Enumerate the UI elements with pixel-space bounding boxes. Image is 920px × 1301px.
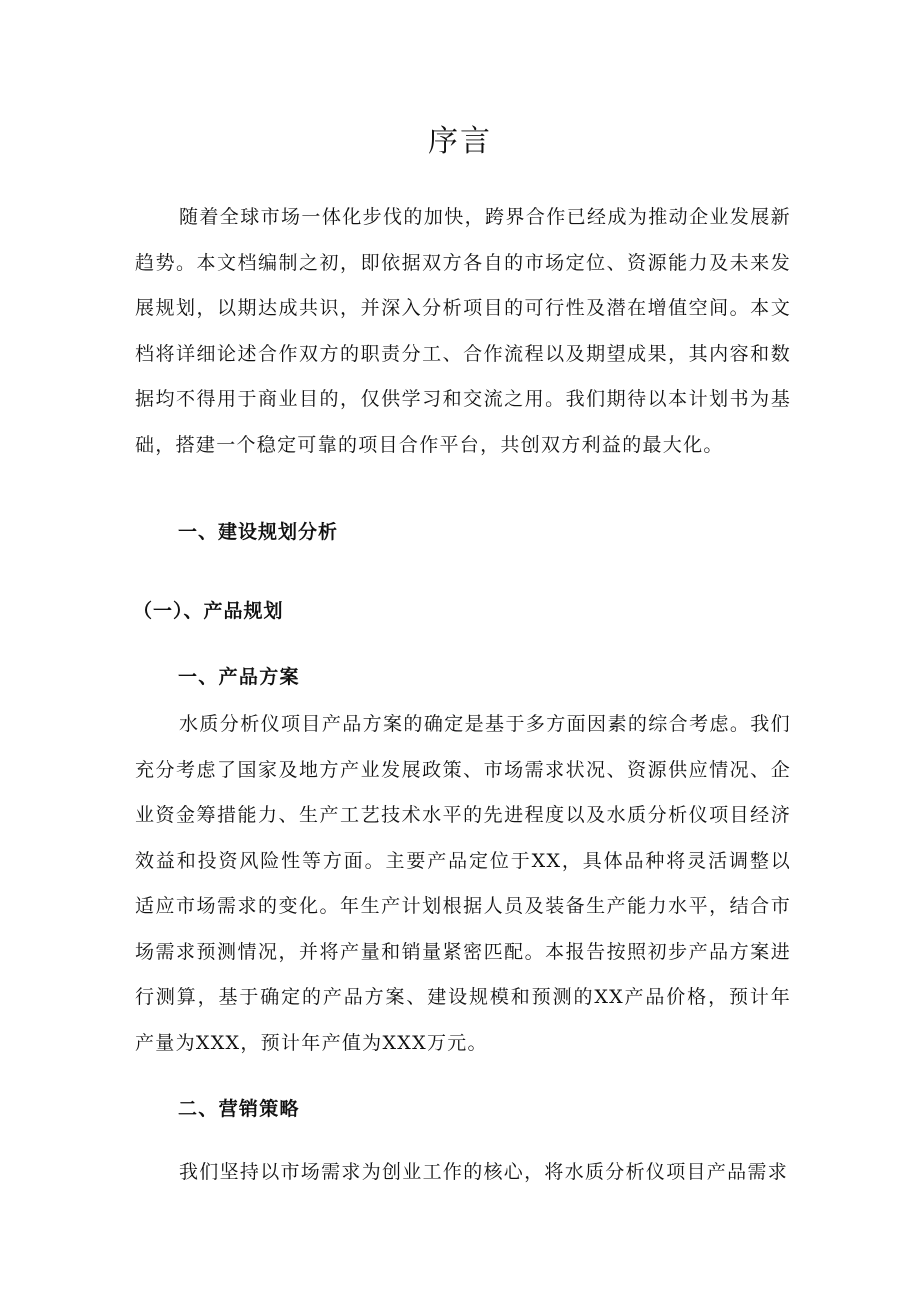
item-heading-product-plan: 一、产品方案 bbox=[178, 666, 300, 688]
document-title: 序言 bbox=[428, 124, 492, 159]
marketing-strategy-paragraph: 我们坚持以市场需求为创业工作的核心，将水质分析仪项目产品需求 bbox=[179, 1161, 789, 1183]
section-heading-construction-planning: 一、建设规划分析 bbox=[178, 521, 339, 543]
product-plan-paragraph: 水质分析仪项目产品方案的确定是基于多方面因素的综合考虑。我们充分考虑了国家及地方产业发展政策、市场需求状况、资源供应情况、企业资金筹措能力、生产工艺技术水平的先进程度以及水质分析仪项目经济效益和投资风险性等方面。主要产品定位于XX，具体品种将灵活调整以适应市场需求的变化。年生产计划根据人员及装备生产能力水平，结合市场需求预测情况，并将产量和销量紧密匹配。本报告按照初步产品方案进行测算，基于确定的产品方案、建设规模和预测的XX产品价格，预计年产量为XXX，预计年产值为XXX万元。 bbox=[135, 713, 791, 1054]
item-heading-marketing-strategy: 二、营销策略 bbox=[178, 1098, 300, 1120]
intro-paragraph: 随着全球市场一体化步伐的加快，跨界合作已经成为推动企业发展新趋势。本文档编制之初，即依据双方各自的市场定位、资源能力及未来发展规划，以期达成共识，并深入分析项目的可行性及潜在增值空间。本文档将详细论述合作双方的职责分工、合作流程以及期望成果，其内容和数据均不得用于商业目的，仅供学习和交流之用。我们期待以本计划书为基础，搭建一个稳定可靠的项目合作平台，共创双方利益的最大化。 bbox=[135, 206, 791, 456]
subsection-heading-product-planning: （一）、产品规划 bbox=[133, 600, 284, 622]
